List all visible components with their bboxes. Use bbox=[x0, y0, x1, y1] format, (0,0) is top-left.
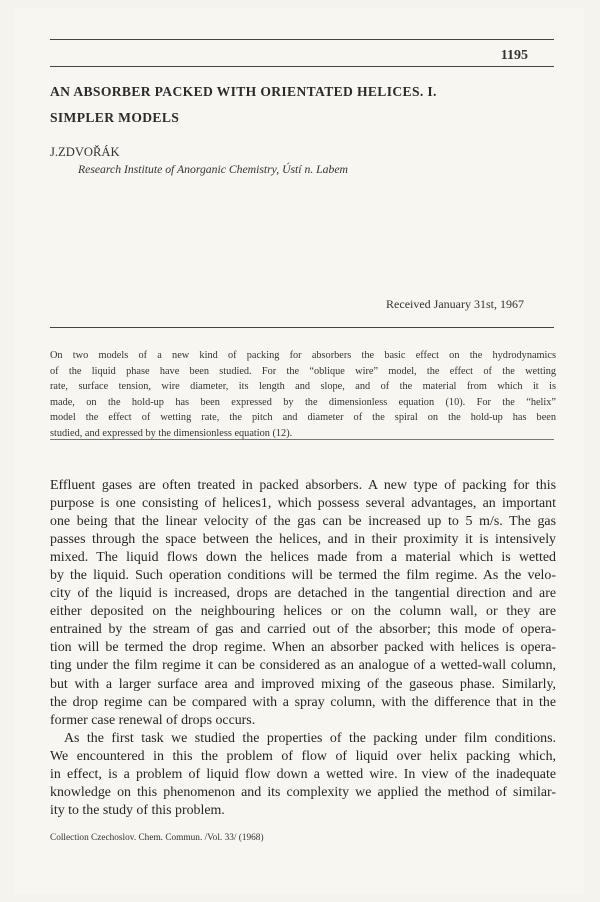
page-number: 1195 bbox=[500, 48, 528, 63]
abstract-line: of the liquid phase have been studied. For the “oblique wire” model, the effect of the wetting bbox=[50, 365, 556, 377]
body-line: one being that the linear velocity of the gas can be increased up to 5 m/s. The gas bbox=[50, 514, 556, 530]
abstract-line: model the effect of wetting rate, the pitch and diameter of the spiral on the hold-up has been bbox=[50, 412, 556, 424]
author-name: J.ZDVOŘÁK bbox=[50, 145, 120, 159]
body-line: mixed. The liquid flows down the helices made from a material which is wetted bbox=[50, 550, 556, 566]
body-line: We encountered in this the problem of flow of liquid over helix packing which, bbox=[50, 748, 556, 764]
body-line: by the liquid. Such operation conditions will be termed the film regime. As the velo- bbox=[50, 568, 556, 584]
abstract-line: On two models of a new kind of packing for absorbers the basic effect on the hydrodynamics bbox=[50, 350, 556, 361]
header-rule-lower bbox=[50, 66, 554, 67]
body-line: purpose is one consisting of helices1, which possess several advantages, an important bbox=[50, 496, 556, 512]
abstract bbox=[50, 348, 556, 442]
body-line: former case renewal of drops occurs. bbox=[50, 712, 256, 728]
paper-page bbox=[14, 8, 584, 894]
author-affiliation: Research Institute of Anorganic Chemistry, Ústí n. Labem bbox=[78, 163, 348, 176]
abstract-line: rate, surface tension, wire diameter, its length and slope, and of the material from which it is bbox=[50, 381, 556, 393]
abstract-line: made, on the hold-up has been expressed by the dimensionless equation (10). For the “helix” bbox=[50, 396, 556, 408]
article-title bbox=[50, 79, 550, 131]
body-line: tion will be termed the drop regime. When an absorber packed with helices is opera- bbox=[50, 640, 556, 656]
abstract-top-rule bbox=[50, 327, 554, 328]
abstract-line: studied, and expressed by the dimensionless equation (12). bbox=[50, 427, 293, 439]
received-date: Received January 31st, 1967 bbox=[386, 297, 524, 311]
title-line-2: SIMPLER MODELS bbox=[50, 110, 180, 125]
body-line: passes through the space between the helices, and in their proximity it is intensively bbox=[50, 532, 556, 548]
body-text bbox=[50, 477, 556, 820]
body-line: entrained by the stream of gas and carried out of the absorber; this mode of opera- bbox=[50, 622, 556, 638]
journal-footer: Collection Czechoslov. Chem. Commun. /Vol. 33/ (1968) bbox=[50, 833, 264, 843]
title-line-1: AN ABSORBER PACKED WITH ORIENTATED HELICES. I. bbox=[50, 84, 437, 99]
body-line: the drop regime can be compared with a spray column, with the difference that in the bbox=[50, 694, 556, 710]
body-line: As the first task we studied the properties of the packing under film conditions. bbox=[64, 730, 556, 746]
body-line: but with a larger surface area and improved mixing of the gaseous phase. Similarly, bbox=[50, 676, 556, 692]
body-line: ity to the study of this problem. bbox=[50, 802, 225, 818]
body-line: ting under the film regime it can be considered as an analogue of a wetted-wall column, bbox=[50, 658, 556, 674]
abstract-bottom-rule bbox=[50, 439, 554, 440]
body-line: knowledge on this phenomenon and its complexity we applied the method of similar- bbox=[50, 784, 556, 800]
body-line: in effect, is a problem of liquid flow down a wetted wire. In view of the inadequate bbox=[50, 766, 556, 782]
body-line: either deposited on the neighbouring helices or on the column wall, or they are bbox=[50, 604, 556, 620]
body-line: city of the liquid is increased, drops are detached in the tangential direction and are bbox=[50, 586, 556, 602]
header-rule bbox=[50, 39, 554, 40]
body-line: Effluent gases are often treated in packed absorbers. A new type of packing for this bbox=[50, 478, 556, 493]
